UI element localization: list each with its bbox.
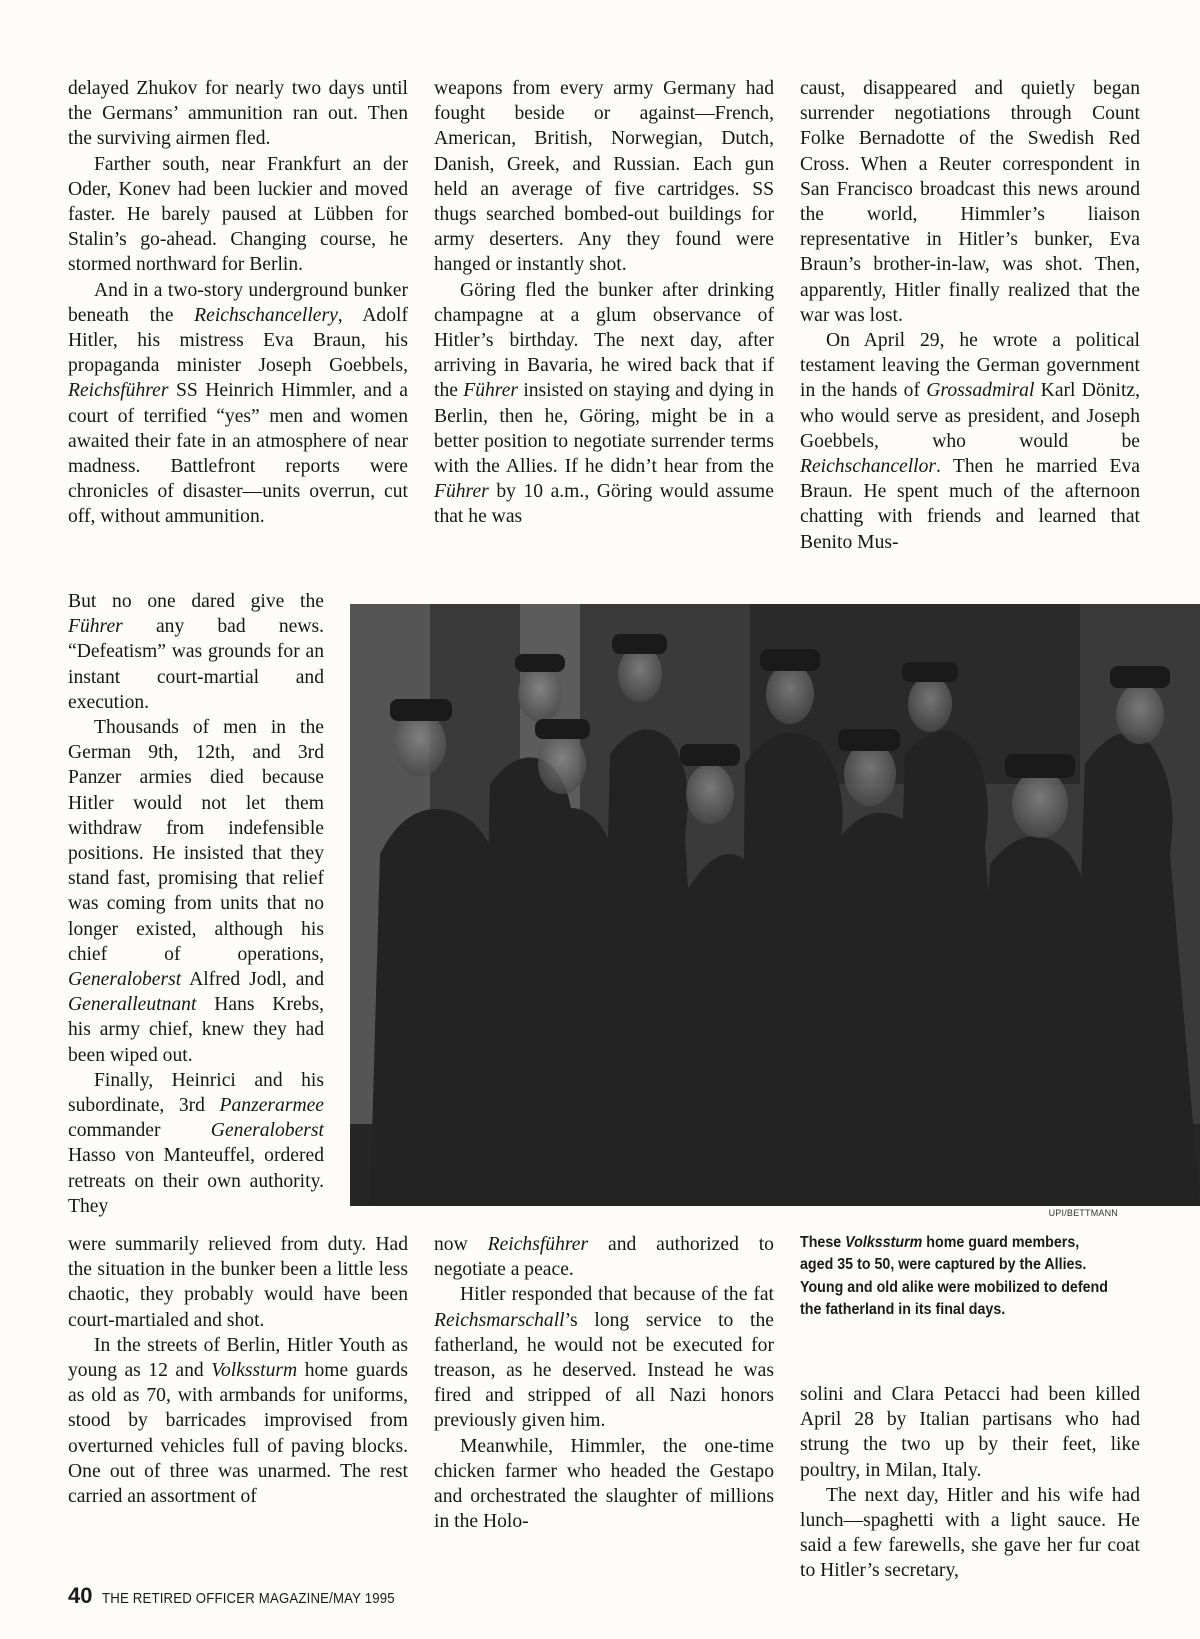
- caption-segment: These: [800, 1234, 846, 1251]
- paragraph-segment: Meanwhile, Himmler, the one-time chicken farmer who headed the Gestapo and orchestrated the slaughter of millions in the Holo-: [434, 1435, 774, 1533]
- photo-caption: [800, 1232, 1113, 1322]
- paragraph-segment: Führer: [463, 380, 519, 402]
- paragraph: [68, 76, 408, 152]
- paragraph: [68, 1232, 408, 1333]
- paragraph-segment: insisted on staying and dying in Berlin, then he, Göring, might be in a better position to negotiate surrender terms with the Allies. If he didn’t hear from the: [434, 380, 774, 478]
- paragraph-segment: ’s long service to the fatherland, he would not be executed for treason, as he deserved. Instead he was fired and stripped of all Nazi honors previously given him.: [434, 1309, 774, 1432]
- paragraph: [68, 1333, 408, 1509]
- paragraph-segment: . Then he married Eva Braun. He spent much of the afternoon chatting with friends and learned that Benito Mus-: [800, 456, 1140, 553]
- paragraph-segment: Reichsmarschall: [434, 1309, 565, 1331]
- paragraph-segment: Generalleutnant: [68, 994, 197, 1016]
- paragraph: [68, 152, 408, 278]
- paragraph: [800, 328, 1140, 555]
- paragraph-segment: , Adolf Hitler, his mistress Eva Braun, his propaganda minister Joseph Goebbels,: [68, 304, 408, 377]
- soldiers-photograph: [350, 604, 1200, 1206]
- paragraph-segment: Führer: [68, 616, 123, 638]
- paragraph-segment: But no one dared give the: [68, 591, 324, 612]
- page-number: 40: [68, 1583, 93, 1608]
- paragraph-segment: The next day, Hitler and his wife had lunch—spaghetti with a light sauce. He said a few farewells, she gave her fur coat to Hitler’s secretary,: [800, 1484, 1140, 1582]
- paragraph-segment: Hitler responded that because of the fat: [460, 1284, 774, 1306]
- paragraph-segment: any bad news. “Defeatism” was grounds for an instant court-martial and execution.: [68, 616, 324, 713]
- paragraph-segment: In the streets of Berlin, Hitler Youth as young as 12 and: [68, 1334, 408, 1382]
- caption-segment: Volkssturm: [845, 1234, 923, 1251]
- column-1-top-text: [68, 76, 408, 588]
- paragraph: [800, 1483, 1140, 1584]
- paragraph-segment: Hasso von Manteuffel, ordered retreats on their own authority. They: [68, 1145, 324, 1217]
- paragraph-segment: were summarily relieved from duty. Had the situation in the bunker been a little less chaotic, they probably would have been court-martialed and shot.: [68, 1234, 408, 1331]
- column-1-bottom-text: [68, 1232, 408, 1560]
- paragraph-segment: weapons from every army Germany had fought beside or against—French, American, British, Norwegian, Dutch, Danish, Greek, and Russian. Each gun held an average of five cartridges. SS thugs searched bombed-out buildings for army deserters. Any they found were hanged or instantly shot.: [434, 78, 774, 276]
- paragraph-segment: Alfred Jodl, and: [181, 969, 324, 991]
- paragraph-segment: Reichsführer: [68, 380, 169, 402]
- column-2-top-text: [434, 76, 774, 586]
- paragraph-segment: Reichsführer: [487, 1234, 589, 1255]
- paragraph-segment: home guards as old as 70, with armbands for uniforms, stood by barricades improvised from overturned vehicles full of paving blocks. One out of three was unarmed. The rest carried an assortment of: [68, 1360, 408, 1508]
- caption-segment: home guard members, aged 35 to 50, were captured by the Allies. Young and old alike were mobilized to defend the fatherland in its final days.: [800, 1234, 1108, 1319]
- paragraph-segment: and authorized to negotiate a peace.: [434, 1234, 774, 1281]
- paragraph: [434, 76, 774, 278]
- paragraph-segment: commander: [68, 1120, 211, 1142]
- paragraph-segment: caust, disappeared and quietly began surrender negotiations through Count Folke Bernadotte of the Swedish Red Cross. When a Reuter correspondent in San Francisco broadcast this news around the world, Himmler’s liaison representative in Hitler’s bunker, Eva Braun’s brother-in-law, was shot. Then, apparently, Hitler finally realized that the war was lost.: [800, 78, 1140, 326]
- paragraph-segment: Hans Krebs, his army chief, knew they had been wiped out.: [68, 994, 324, 1066]
- paragraph: [68, 715, 324, 1068]
- paragraph: [800, 76, 1140, 328]
- paragraph-segment: Farther south, near Frankfurt an der Oder, Konev had been luckier and moved faster. He barely paused at Lübben for Stalin’s go-ahead. Changing course, he stormed northward for Berlin.: [68, 153, 408, 276]
- paragraph: [68, 278, 408, 530]
- page-footer: [68, 1583, 435, 1613]
- paragraph: [68, 1068, 324, 1219]
- paragraph-segment: Thousands of men in the German 9th, 12th, and 3rd Panzer armies died because Hitler would not let them withdraw from indefensible positions. He insisted that they stand fast, promising that relief was coming from units that no longer existed, although his chief of operations,: [68, 717, 324, 965]
- paragraph: [434, 1282, 774, 1433]
- column-3-top-text: [800, 76, 1140, 586]
- paragraph-segment: Führer: [434, 481, 489, 503]
- paragraph-segment: now: [434, 1234, 488, 1255]
- column-3-bottom-text: [800, 1382, 1140, 1582]
- paragraph-segment: Reichschancellor: [800, 456, 937, 478]
- paragraph-segment: On April 29, he wrote a political testament leaving the German government in the hands of: [800, 330, 1140, 402]
- paragraph-segment: Volkssturm: [211, 1360, 298, 1382]
- paragraph-segment: solini and Clara Petacci had been killed April 28 by Italian partisans who had strung the two up by their feet, like poultry, in Milan, Italy.: [800, 1384, 1140, 1481]
- paragraph-segment: Grossadmiral: [926, 380, 1035, 402]
- paragraph: [434, 278, 774, 530]
- paragraph-segment: Finally, Heinrici and his subordinate, 3rd: [68, 1069, 324, 1117]
- paragraph-segment: SS Heinrich Himmler, and a court of terrified “yes” men and women awaited their fate in an atmosphere of near madness. Battlefront reports were chronicles of disaster—units overrun, cut off, without ammunition.: [68, 380, 408, 528]
- paragraph: [434, 1434, 774, 1535]
- paragraph-segment: And in a two-story underground bunker beneath the: [68, 279, 408, 326]
- paragraph: [434, 1232, 774, 1282]
- column-1-side-text: [68, 589, 324, 1229]
- paragraph-segment: Generaloberst: [68, 969, 182, 991]
- paragraph-segment: Reichschancellery: [194, 304, 338, 326]
- paragraph-segment: by 10 a.m., Göring would assume that he was: [434, 481, 774, 528]
- paragraph: [800, 1382, 1140, 1483]
- paragraph-segment: Generaloberst: [210, 1120, 324, 1142]
- paragraph-segment: Göring fled the bunker after drinking champagne at a glum observance of Hitler’s birthday. The next day, after arriving in Bavaria, he wired back that if the: [434, 279, 774, 402]
- paragraph: [68, 589, 324, 715]
- paragraph-segment: Karl Dönitz, who would serve as president, and Joseph Goebbels, who would be: [800, 380, 1140, 452]
- photo-credit: UPI/BETTMANN: [1048, 1208, 1118, 1218]
- publication-title: THE RETIRED OFFICER MAGAZINE/MAY 1995: [102, 1590, 396, 1607]
- column-2-bottom-text: [434, 1232, 774, 1560]
- paragraph-segment: delayed Zhukov for nearly two days until the Germans’ ammunition ran out. Then the surviving airmen fled.: [68, 78, 408, 150]
- photo-illustration: [350, 604, 1200, 1206]
- paragraph-segment: Panzerarmee: [219, 1095, 324, 1117]
